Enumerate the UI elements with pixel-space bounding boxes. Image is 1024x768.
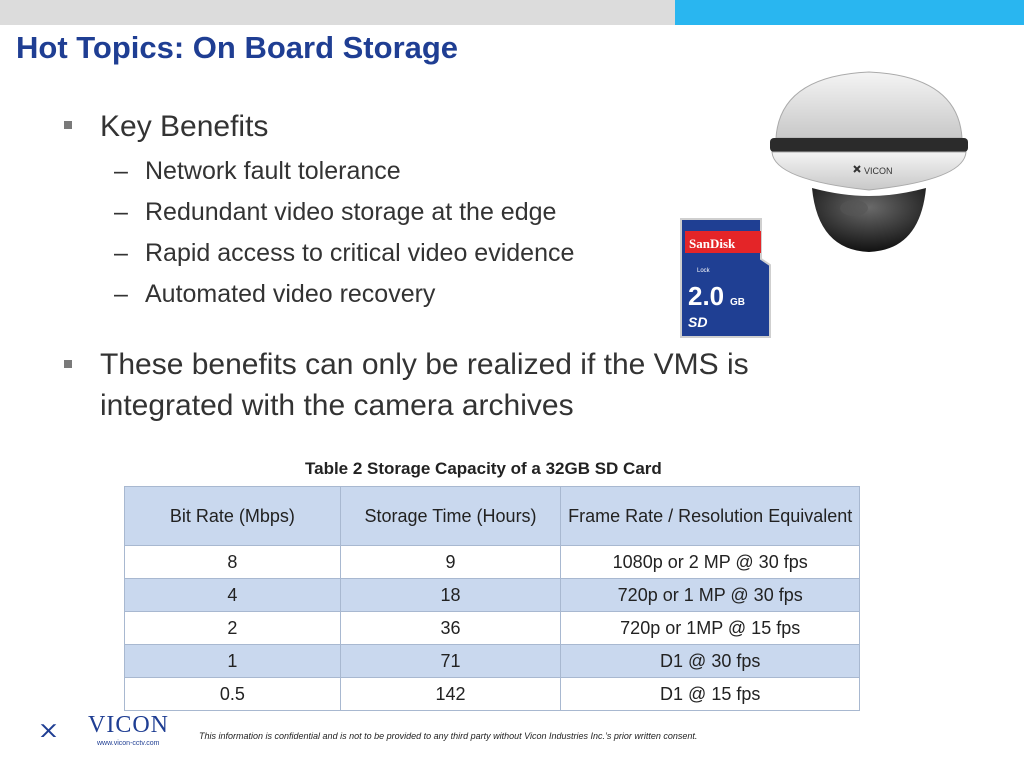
cell-frame-rate: 1080p or 2 MP @ 30 fps	[561, 546, 860, 579]
storage-capacity-table	[124, 486, 860, 711]
dash-marker: –	[114, 157, 128, 185]
cell-bit-rate: 1	[125, 645, 341, 678]
dash-marker: –	[114, 280, 128, 308]
cell-storage-time: 36	[340, 612, 561, 645]
bullet-square-icon	[64, 121, 72, 129]
logo-wordmark: VICON	[88, 712, 169, 738]
table-row	[125, 612, 860, 645]
sd-card-image	[679, 217, 772, 339]
bullet-key-benefits	[62, 108, 862, 146]
bullet-text: Key Benefits	[100, 110, 269, 143]
camera-brand: VICON	[864, 166, 893, 176]
sub-bullet	[62, 156, 862, 187]
dome-camera-image	[766, 68, 972, 254]
top-bar-gray	[0, 0, 675, 25]
table-row	[125, 678, 860, 711]
cell-frame-rate: D1 @ 30 fps	[561, 645, 860, 678]
header-frame-rate: Frame Rate / Resolution Equivalent	[561, 487, 860, 546]
cell-bit-rate: 0.5	[125, 678, 341, 711]
table-row	[125, 645, 860, 678]
table-header-row	[125, 487, 860, 546]
header-storage-time: Storage Time (Hours)	[340, 487, 561, 546]
cell-storage-time: 18	[340, 579, 561, 612]
cell-bit-rate: 4	[125, 579, 341, 612]
vicon-logo-icon	[40, 708, 86, 754]
dash-marker: –	[114, 198, 128, 226]
cell-storage-time: 71	[340, 645, 561, 678]
sd-format-label: SD	[688, 314, 708, 330]
table-row	[125, 546, 860, 579]
bullet-vms-integration	[62, 344, 862, 426]
table-caption: Table 2 Storage Capacity of a 32GB SD Card	[305, 459, 662, 478]
cell-storage-time: 142	[340, 678, 561, 711]
sd-lock-label: Lock	[697, 268, 710, 274]
slide-title: Hot Topics: On Board Storage	[16, 30, 459, 65]
cell-frame-rate: 720p or 1 MP @ 30 fps	[561, 579, 860, 612]
sd-capacity-unit: GB	[730, 297, 745, 308]
cell-frame-rate: D1 @ 15 fps	[561, 678, 860, 711]
dash-marker: –	[114, 239, 128, 267]
sub-bullet-text: Network fault tolerance	[145, 157, 401, 185]
sub-bullet-text: Redundant video storage at the edge	[145, 198, 557, 226]
sub-bullet-text: Automated video recovery	[145, 280, 436, 308]
sub-bullet-text: Rapid access to critical video evidence	[145, 239, 575, 267]
table-row	[125, 579, 860, 612]
logo-url: www.vicon-cctv.com	[97, 740, 160, 747]
top-bar-accent	[675, 0, 1024, 25]
sd-brand: SanDisk	[689, 236, 736, 251]
cell-frame-rate: 720p or 1MP @ 15 fps	[561, 612, 860, 645]
sd-capacity: 2.0	[688, 281, 725, 311]
cell-storage-time: 9	[340, 546, 561, 579]
confidentiality-notice: This information is confidential and is not to be provided to any third party without Vicon Industries Inc.’s prior written consent.	[199, 731, 698, 741]
cell-bit-rate: 2	[125, 612, 341, 645]
bullet-square-icon	[64, 360, 72, 368]
bullet-text: These benefits can only be realized if the VMS is integrated with the camera archives	[100, 348, 749, 422]
cell-bit-rate: 8	[125, 546, 341, 579]
header-bit-rate: Bit Rate (Mbps)	[125, 487, 341, 546]
